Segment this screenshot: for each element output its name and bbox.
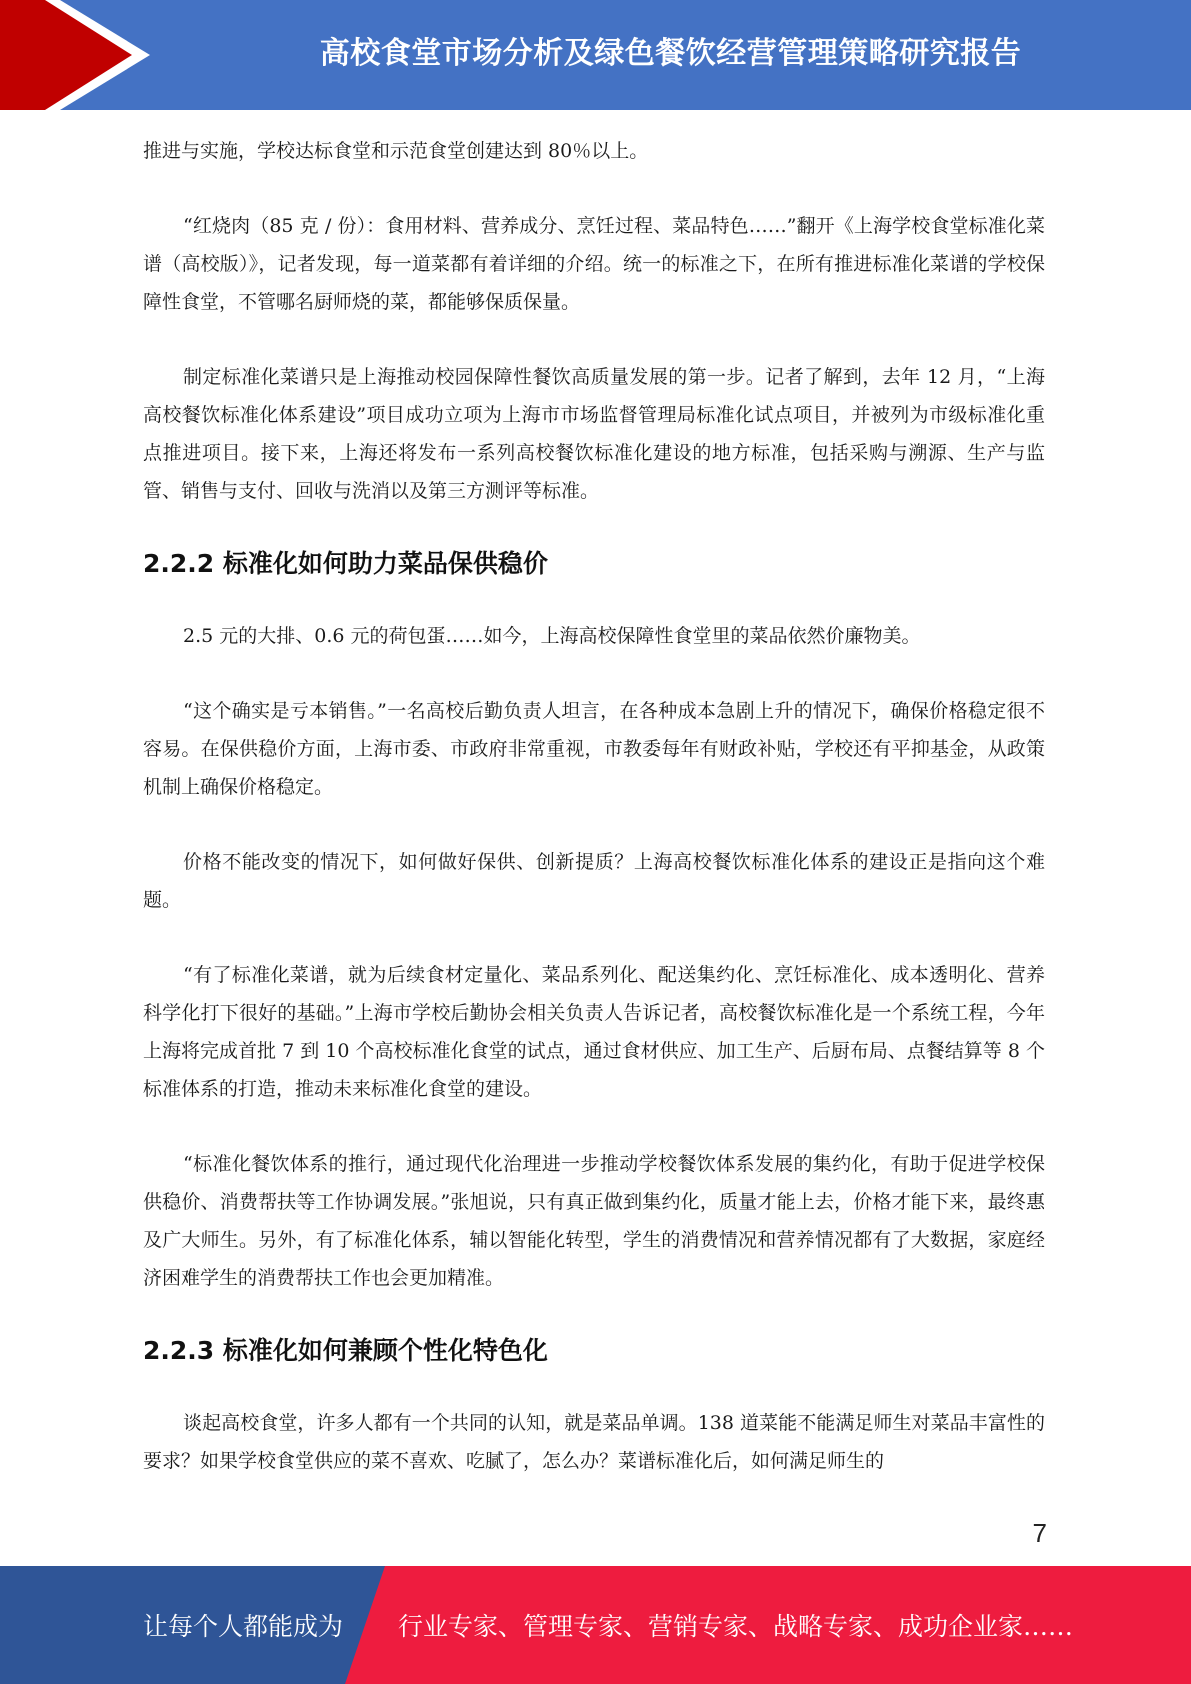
paragraph: “标准化餐饮体系的推行，通过现代化治理进一步推动学校餐饮体系发展的集约化，有助于促进学校保供稳价、消费帮扶等工作协调发展。”张旭说，只有真正做到集约化，质量才能上去，价格才能下来，最终惠及广大师生。另外，有了标准化体系，辅以智能化转型，学生的消费情况和营养情况都有了大数据，家庭经济困难学生的消费帮扶工作也会更加精准。 xyxy=(143,1153,1045,1289)
paragraph: 价格不能改变的情况下，如何做好保供、创新提质？上海高校餐饮标准化体系的建设正是指向这个难题。 xyxy=(143,851,1045,911)
footer-slogan-left: 让每个人都能成为 xyxy=(143,1612,344,1641)
paragraph: “红烧肉（85 克 / 份）：食用材料、营养成分、烹饪过程、菜品特色……”翻开《上海学校食堂标准化菜谱（高校版）》，记者发现，每一道菜都有着详细的介绍。统一的标准之下，在所有推进标准化菜谱的学校保障性食堂，不管哪名厨师烧的菜，都能够保质保量。 xyxy=(143,215,1045,313)
page-header xyxy=(0,0,1191,110)
main-content xyxy=(143,132,1045,1517)
page-number: 7 xyxy=(1032,1518,1047,1548)
paragraph: 谈起高校食堂，许多人都有一个共同的认知，就是菜品单调。138 道菜能不能满足师生对菜品丰富性的要求？如果学校食堂供应的菜不喜欢、吃腻了，怎么办？菜谱标准化后，如何满足师生的 xyxy=(143,1412,1045,1472)
paragraph: 推进与实施，学校达标食堂和示范食堂创建达到 80％以上。 xyxy=(143,140,649,162)
section-heading: 2.2.3 标准化如何兼顾个性化特色化 xyxy=(143,1336,548,1365)
paragraph: “这个确实是亏本销售。”一名高校后勤负责人坦言，在各种成本急剧上升的情况下，确保价格稳定很不容易。在保供稳价方面，上海市委、市政府非常重视，市教委每年有财政补贴，学校还有平抑基金，从政策机制上确保价格稳定。 xyxy=(143,700,1045,798)
page-footer xyxy=(0,1566,1191,1684)
header-red-chevron xyxy=(0,0,160,110)
report-title: 高校食堂市场分析及绿色餐饮经营管理策略研究报告 xyxy=(319,36,1022,71)
paragraph: 2.5 元的大排、0.6 元的荷包蛋……如今，上海高校保障性食堂里的菜品依然价廉物美。 xyxy=(183,625,921,647)
section-heading: 2.2.2 标准化如何助力菜品保供稳价 xyxy=(143,549,548,578)
paragraph: “有了标准化菜谱，就为后续食材定量化、菜品系列化、配送集约化、烹饪标准化、成本透明化、营养科学化打下很好的基础。”上海市学校后勤协会相关负责人告诉记者，高校餐饮标准化是一个系统工程，今年上海将完成首批 7 到 10 个高校标准化食堂的试点，通过食材供应、加工生产、后厨布局、点餐结算等 8 个标准体系的打造，推动未来标准化食堂的建设。 xyxy=(143,964,1045,1100)
footer-slogan-right: 行业专家、管理专家、营销专家、战略专家、成功企业家…… xyxy=(398,1612,1074,1641)
paragraph: 制定标准化菜谱只是上海推动校园保障性餐饮高质量发展的第一步。记者了解到，去年 12 月，“上海高校餐饮标准化体系建设”项目成功立项为上海市市场监督管理局标准化试点项目，并被列为市级标准化重点推进项目。接下来，上海还将发布一系列高校餐饮标准化建设的地方标准，包括采购与溯源、生产与监管、销售与支付、回收与洗消以及第三方测评等标准。 xyxy=(143,366,1045,502)
